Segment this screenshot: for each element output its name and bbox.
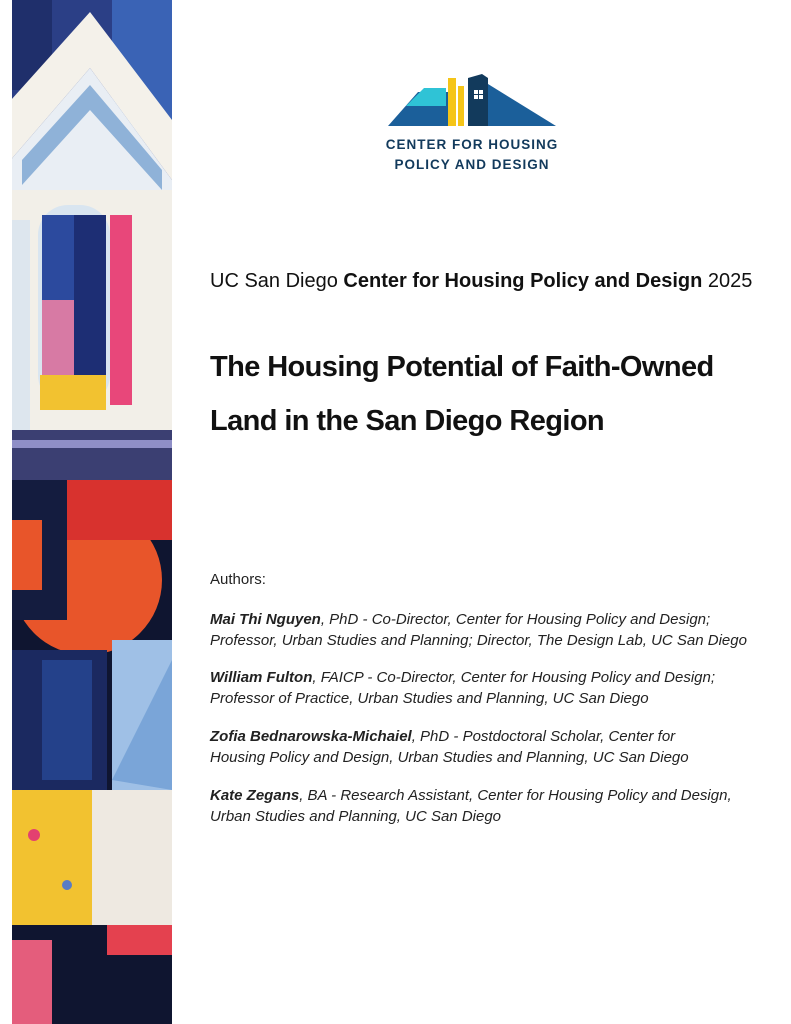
authors-heading: Authors: bbox=[210, 571, 266, 588]
subtitle-center-name: Center for Housing Policy and Design bbox=[343, 270, 703, 292]
author-detail: , FAICP - Co-Director, Center for Housing Policy and Design; bbox=[312, 669, 716, 686]
title-line-1: The Housing Potential of Faith-Owned bbox=[210, 351, 714, 383]
abstract-house-painting bbox=[12, 0, 172, 1024]
report-title bbox=[210, 340, 780, 448]
author-affiliation: Professor of Practice, Urban Studies and Planning, UC San Diego bbox=[210, 690, 649, 707]
subtitle-year: 2025 bbox=[702, 270, 753, 292]
author-detail: , PhD - Co-Director, Center for Housing Policy and Design; bbox=[320, 611, 711, 628]
author-affiliation: Urban Studies and Planning, UC San Diego bbox=[210, 808, 502, 825]
author-detail: , PhD - Postdoctoral Scholar, Center for bbox=[411, 728, 676, 745]
logo-wordmark bbox=[372, 135, 572, 175]
subtitle-prefix: UC San Diego bbox=[210, 270, 344, 292]
author-entry bbox=[210, 726, 780, 768]
author-name: Kate Zegans bbox=[210, 787, 300, 804]
author-name: Mai Thi Nguyen bbox=[210, 611, 321, 628]
author-detail: , BA - Research Assistant, Center for Housing Policy and Design, bbox=[299, 787, 732, 804]
author-entry bbox=[210, 785, 780, 827]
logo-line-1: CENTER FOR HOUSING bbox=[385, 137, 559, 152]
author-name: Zofia Bednarowska-Michaiel bbox=[210, 728, 412, 745]
author-entry bbox=[210, 609, 780, 651]
title-line-2: Land in the San Diego Region bbox=[210, 405, 605, 437]
logo-line-2: POLICY AND DESIGN bbox=[394, 157, 550, 172]
author-name: William Fulton bbox=[210, 669, 313, 686]
report-subtitle bbox=[210, 270, 752, 293]
author-entry bbox=[210, 667, 780, 709]
cover-artwork bbox=[12, 0, 172, 1024]
author-affiliation: Housing Policy and Design, Urban Studies and Planning, UC San Diego bbox=[210, 749, 689, 766]
house-skyline-logo-icon bbox=[388, 74, 556, 134]
author-affiliation: Professor, Urban Studies and Planning; Director, The Design Lab, UC San Diego bbox=[210, 632, 747, 649]
